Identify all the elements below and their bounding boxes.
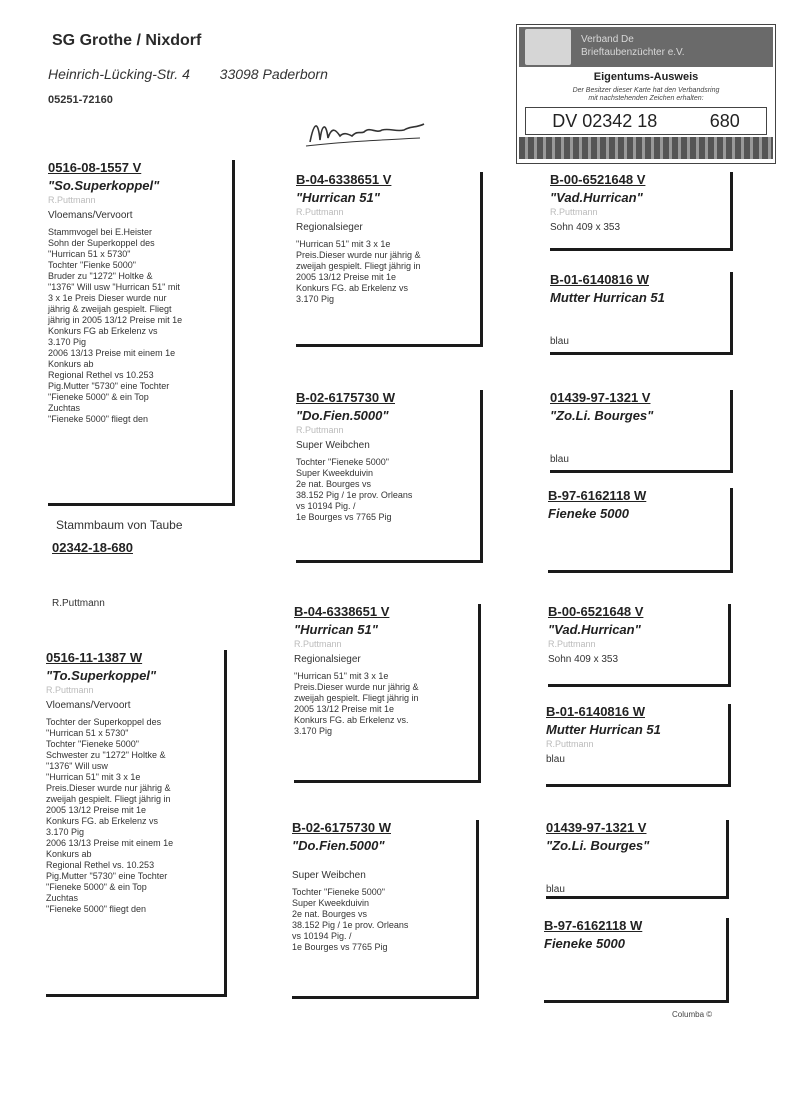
great-grandparent-4-box bbox=[548, 488, 733, 573]
great-grandparent-8-ring: B-97-6162118 W bbox=[544, 918, 643, 933]
grandsire-1-box bbox=[296, 172, 483, 347]
great-grandparent-1-name: "Vad.Hurrican" bbox=[550, 190, 643, 205]
grandsire-2-note-small: R.Puttmann bbox=[294, 639, 342, 649]
card-ring-prefix: DV 02342 18 bbox=[552, 110, 658, 131]
card-organization bbox=[581, 33, 685, 59]
granddam-1-box bbox=[296, 390, 483, 563]
pedigree-ring: 02342-18-680 bbox=[52, 540, 133, 555]
great-grandparent-2-box bbox=[550, 272, 733, 355]
great-grandparent-1-note-small: R.Puttmann bbox=[550, 207, 598, 217]
dam-breeder: Vloemans/Vervoort bbox=[46, 700, 131, 711]
card-subtitle bbox=[517, 87, 775, 103]
dam-description: Tochter der Superkoppel des "Hurrican 51 x 5730" Tochter "Fieneke 5000" Schwester zu "1272" Holtke & "1376" Will usw "Hurrican 51" mit 3 x 1e Preis.Dieser wurde nur jährig & zweijah gespielt. Fliegt jährig in 2005 13/12 Preise mit 1e Konkurs FG. ab Erkelenz vs 3.170 Pig 2006 13/13 Preise mit einem 1e Konkurs ab Regional Rethel vs. 10.253 Pig.Mutter "5730" eine Tochter "Fieneke 5000" & ein Top Zuchtas "Fieneke 5000" fliegt den bbox=[46, 717, 174, 914]
grandsire-1-description: "Hurrican 51" mit 3 x 1e Preis.Dieser wurde nur jährig & zweijah gespielt. Fliegt jährig in 2005 13/12 Preise mit 1e Konkurs FG. ab Erkelenz vs 3.170 Pig bbox=[296, 239, 421, 304]
great-grandparent-1-box bbox=[550, 172, 733, 251]
dam-ring: 0516-11-1387 W bbox=[46, 650, 143, 665]
grandsire-2-ring: B-04-6338651 V bbox=[294, 604, 390, 619]
grandsire-1-ring: B-04-6338651 V bbox=[296, 172, 392, 187]
sire-ring: 0516-08-1557 V bbox=[48, 160, 142, 175]
great-grandparent-6-box bbox=[546, 704, 731, 787]
granddam-2-name: "Do.Fien.5000" bbox=[292, 838, 385, 853]
granddam-2-ring: B-02-6175730 W bbox=[292, 820, 391, 835]
great-grandparent-2-note-small bbox=[550, 307, 730, 317]
great-grandparent-8-name: Fieneke 5000 bbox=[544, 936, 625, 951]
owner-street: Heinrich-Lücking-Str. 4 bbox=[48, 66, 190, 82]
great-grandparent-5-note-small: R.Puttmann bbox=[548, 639, 596, 649]
great-grandparent-1-ring: B-00-6521648 V bbox=[550, 172, 646, 187]
great-grandparent-3-box bbox=[550, 390, 733, 473]
owner-city: 33098 Paderborn bbox=[219, 66, 328, 82]
grandsire-1-note-small: R.Puttmann bbox=[296, 207, 344, 217]
great-grandparent-2-note: blau bbox=[550, 336, 569, 347]
owner-phone: 05251-72160 bbox=[48, 94, 113, 106]
grandsire-2-description: "Hurrican 51" mit 3 x 1e Preis.Dieser wurde nur jährig & zweijah gespielt. Fliegt jährig in 2005 13/12 Preise mit 1e Konkurs FG. ab Erkelenz vs. 3.170 Pig bbox=[294, 671, 419, 736]
card-ring-number: 680 bbox=[709, 110, 740, 131]
card-org-line2: Brieftaubenzüchter e.V. bbox=[581, 47, 685, 58]
dam-name: "To.Superkoppel" bbox=[46, 668, 157, 683]
great-grandparent-3-note-small bbox=[550, 425, 730, 435]
card-pattern-strip bbox=[519, 137, 773, 159]
grandsire-1-breeder: Regionalsieger bbox=[296, 222, 363, 233]
footer-copyright: Columba © bbox=[672, 1010, 713, 1019]
card-title: Eigentums-Ausweis bbox=[593, 71, 699, 83]
grandsire-2-box bbox=[294, 604, 481, 783]
great-grandparent-7-note: blau bbox=[546, 884, 565, 895]
breeder-name: R.Puttmann bbox=[52, 598, 105, 609]
card-subtitle-line1: Der Besitzer dieser Karte hat den Verbandsring bbox=[572, 87, 720, 94]
card-ring-field bbox=[525, 107, 767, 135]
granddam-1-ring: B-02-6175730 W bbox=[296, 390, 395, 405]
owner-address bbox=[48, 66, 328, 82]
great-grandparent-8-box bbox=[544, 918, 729, 1003]
sire-box bbox=[48, 160, 235, 506]
granddam-1-name: "Do.Fien.5000" bbox=[296, 408, 389, 423]
great-grandparent-1-note: Sohn 409 x 353 bbox=[550, 222, 621, 233]
card-header bbox=[519, 27, 773, 67]
owner-name: SG Grothe / Nixdorf bbox=[52, 32, 202, 49]
great-grandparent-7-box bbox=[546, 820, 729, 899]
granddam-2-box bbox=[292, 820, 479, 999]
great-grandparent-5-box bbox=[548, 604, 731, 687]
great-grandparent-4-name: Fieneke 5000 bbox=[548, 506, 629, 521]
great-grandparent-7-note-small bbox=[546, 855, 726, 865]
card-subtitle-line2: mit nachstehenden Zeichen erhalten: bbox=[588, 95, 704, 102]
sire-description: Stammvogel bei E.Heister Sohn der Superkoppel des "Hurrican 51 x 5730" Tochter "Fienke 5000" Bruder zu "1272" Holtke & "1376" Will usw "Hurrican 51" mit 3 x 1e Preis Dieser wurde nur jährig & zweijah gespielt. Fliegt jährig in 2005 13/12 Preise mit 1e Konkurs FG ab Erkelenz vs 3.170 Pig 2006 13/13 Preise mit einem 1e Konkurs ab Regional Rethel vs 10.253 Pig.Mutter "5730" eine Tochter "Fieneke 5000" & ein Top Zuchtas "Fieneke 5000" fliegt den bbox=[48, 227, 183, 424]
sire-note-small: R.Puttmann bbox=[48, 195, 96, 205]
dam-note-small: R.Puttmann bbox=[46, 685, 94, 695]
card-org-line1: Verband De bbox=[581, 34, 634, 45]
granddam-2-breeder: Super Weibchen bbox=[292, 870, 366, 881]
great-grandparent-3-ring: 01439-97-1321 V bbox=[550, 390, 651, 405]
great-grandparent-2-ring: B-01-6140816 W bbox=[550, 272, 649, 287]
great-grandparent-7-name: "Zo.Li. Bourges" bbox=[546, 838, 650, 853]
great-grandparent-5-name: "Vad.Hurrican" bbox=[548, 622, 641, 637]
granddam-1-description: Tochter "Fieneke 5000" Super Kweekduivin 2e nat. Bourges vs 38.152 Pig / 1e prov. Orleans vs 10194 Pig. / 1e Bourges vs 7765 Pig bbox=[296, 457, 413, 522]
great-grandparent-6-note-small: R.Puttmann bbox=[546, 739, 594, 749]
signature-image bbox=[300, 112, 440, 152]
great-grandparent-6-note: blau bbox=[546, 754, 565, 765]
great-grandparent-5-note: Sohn 409 x 353 bbox=[548, 654, 619, 665]
sire-breeder: Vloemans/Vervoort bbox=[48, 210, 133, 221]
grandsire-1-name: "Hurrican 51" bbox=[296, 190, 380, 205]
great-grandparent-5-ring: B-00-6521648 V bbox=[548, 604, 644, 619]
great-grandparent-3-note: blau bbox=[550, 454, 569, 465]
association-logo-icon bbox=[525, 29, 571, 65]
grandsire-2-breeder: Regionalsieger bbox=[294, 654, 361, 665]
great-grandparent-4-ring: B-97-6162118 W bbox=[548, 488, 647, 503]
grandsire-2-name: "Hurrican 51" bbox=[294, 622, 378, 637]
sire-name: "So.Superkoppel" bbox=[48, 178, 160, 193]
ownership-card bbox=[516, 24, 776, 164]
dam-box bbox=[46, 650, 227, 997]
great-grandparent-2-name: Mutter Hurrican 51 bbox=[550, 290, 665, 305]
granddam-1-note-small: R.Puttmann bbox=[296, 425, 344, 435]
great-grandparent-3-name: "Zo.Li. Bourges" bbox=[550, 408, 654, 423]
pedigree-label: Stammbaum von Taube bbox=[56, 518, 183, 532]
granddam-1-breeder: Super Weibchen bbox=[296, 440, 370, 451]
great-grandparent-6-ring: B-01-6140816 W bbox=[546, 704, 645, 719]
granddam-2-description: Tochter "Fieneke 5000" Super Kweekduivin 2e nat. Bourges vs 38.152 Pig / 1e prov. Orleans vs 10194 Pig. / 1e Bourges vs 7765 Pig bbox=[292, 887, 409, 952]
great-grandparent-7-ring: 01439-97-1321 V bbox=[546, 820, 647, 835]
great-grandparent-6-name: Mutter Hurrican 51 bbox=[546, 722, 661, 737]
granddam-2-note-small bbox=[292, 855, 476, 865]
